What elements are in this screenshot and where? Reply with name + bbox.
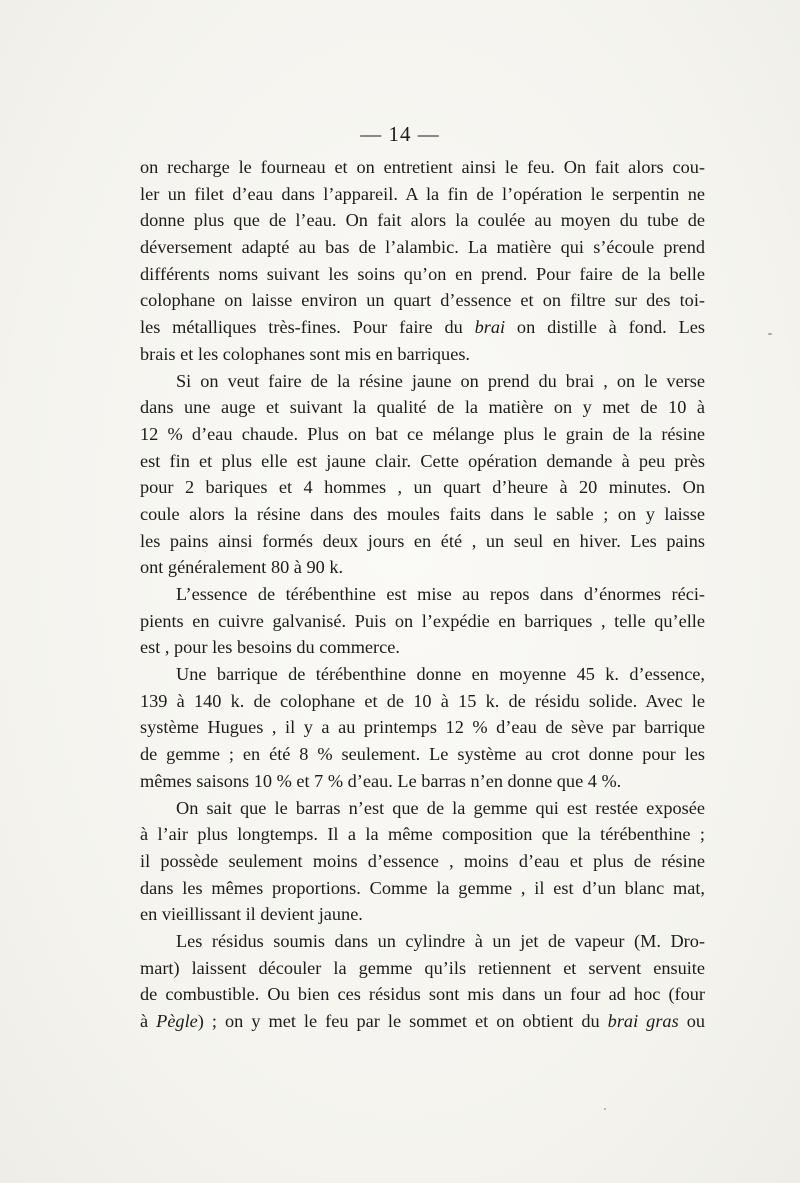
- text-run: 139 à 140 k. de colophane et de 10 à 15 k. de résidu solide. Avec le: [140, 690, 705, 711]
- text-line: [140, 501, 705, 528]
- text-run: les pains ainsi formés deux jours en été , un seul en hiver. Les pains: [140, 530, 705, 551]
- text-run: système Hugues , il y a au printemps 12 % d’eau de sève par barrique: [140, 717, 705, 738]
- text-line: [140, 421, 705, 448]
- text-run: on distille à fond. Les: [505, 317, 705, 338]
- text-line: [140, 741, 705, 768]
- text-run: déversement adapté au bas de l’alambic. La matière qui s’écoule prend: [140, 237, 705, 258]
- paper-speck: [768, 333, 772, 335]
- text-line: [140, 661, 705, 688]
- text-line: [140, 634, 705, 661]
- body-text: [140, 154, 705, 1035]
- text-line: [140, 714, 705, 741]
- text-line: [140, 821, 705, 848]
- text-line: [140, 608, 705, 635]
- text-line: [140, 554, 705, 581]
- text-run: 12 % d’eau chaude. Plus on bat ce mélange plus le grain de la résine: [140, 423, 705, 444]
- text-run: de combustible. Ou bien ces résidus sont mis dans un four ad hoc (four: [140, 984, 705, 1005]
- text-run: coule alors la résine dans des moules faits dans le sable ; on y laisse: [140, 503, 705, 524]
- text-run: ou: [678, 1011, 705, 1031]
- text-line: [140, 581, 705, 608]
- text-line: [140, 474, 705, 501]
- text-line: [140, 901, 705, 928]
- text-run: il possède seulement moins d’essence , moins d’eau et plus de résine: [140, 850, 705, 871]
- text-run: ler un filet d’eau dans l’appareil. A la fin de l’opération le serpentin ne: [140, 183, 705, 204]
- text-line: [140, 795, 705, 822]
- text-run: brais et les colophanes sont mis en barriques.: [140, 343, 470, 364]
- page-number: — 14 —: [360, 122, 440, 146]
- text-run: dans une auge et suivant la qualité de la matière on y met de 10 à: [140, 397, 705, 418]
- text-line: [140, 448, 705, 475]
- text-line: [140, 368, 705, 395]
- text-run: différents noms suivant les soins qu’on en prend. Pour faire de la belle: [140, 263, 705, 284]
- text-line: [140, 181, 705, 208]
- text-run: à l’air plus longtemps. Il a la même composition que la térébenthine ;: [140, 824, 705, 845]
- italic-text: brai gras: [607, 1011, 679, 1031]
- paper-speck: [604, 1108, 606, 1110]
- text-run: Si on veut faire de la résine jaune on prend du brai , on le verse: [176, 370, 705, 391]
- text-line: [140, 154, 705, 181]
- text-line: [140, 688, 705, 715]
- text-run: à: [140, 1011, 157, 1031]
- text-line: [140, 848, 705, 875]
- text-run: L’essence de térébenthine est mise au repos dans d’énormes réci-: [176, 584, 705, 604]
- text-run: est fin et plus elle est jaune clair. Cette opération demande à peu près: [140, 450, 705, 471]
- text-line: [140, 207, 705, 234]
- text-run: donne plus que de l’eau. On fait alors la coulée au moyen du tube de: [140, 210, 705, 231]
- text-line: [140, 981, 705, 1008]
- text-run: en vieillissant il devient jaune.: [140, 904, 363, 925]
- text-run: dans les mêmes proportions. Comme la gemme , il est d’un blanc mat,: [140, 877, 705, 898]
- text-line: [140, 394, 705, 421]
- text-line: [140, 768, 705, 795]
- text-line: [140, 1008, 705, 1035]
- text-run: Une barrique de térébenthine donne en moyenne 45 k. d’essence,: [176, 664, 705, 685]
- text-run: colophane on laisse environ un quart d’essence et on filtre sur des toi-: [140, 290, 705, 311]
- text-run: pients en cuivre galvanisé. Puis on l’expédie en barriques , telle qu’elle: [140, 610, 705, 631]
- italic-text: Pègle: [156, 1011, 198, 1031]
- text-run: Les résidus soumis dans un cylindre à un jet de vapeur (M. Dro-: [176, 930, 705, 951]
- text-line: [140, 287, 705, 314]
- text-run: est , pour les besoins du commerce.: [140, 637, 400, 658]
- text-line: [140, 528, 705, 555]
- text-line: [140, 234, 705, 261]
- text-run: pour 2 bariques et 4 hommes , un quart d’heure à 20 minutes. On: [140, 477, 705, 498]
- text-run: on recharge le fourneau et on entretient ainsi le feu. On fait alors cou-: [140, 157, 705, 177]
- text-line: [140, 928, 705, 955]
- text-run: mart) laissent découler la gemme qu’ils retiennent et servent ensuite: [140, 957, 705, 978]
- text-line: [140, 314, 705, 341]
- text-run: mêmes saisons 10 % et 7 % d’eau. Le barras n’en donne que 4 %.: [140, 770, 622, 791]
- text-line: [140, 875, 705, 902]
- text-run: ) ; on y met le feu par le sommet et on obtient du: [197, 1011, 608, 1031]
- text-run: On sait que le barras n’est que de la gemme qui est restée exposée: [176, 797, 705, 818]
- italic-text: brai: [474, 317, 506, 338]
- text-line: [140, 261, 705, 288]
- text-line: [140, 341, 705, 368]
- text-run: les métalliques très-fines. Pour faire du: [140, 317, 475, 338]
- text-run: ont généralement 80 à 90 k.: [140, 557, 344, 578]
- text-line: [140, 955, 705, 982]
- text-run: de gemme ; en été 8 % seulement. Le système au crot donne pour les: [140, 744, 705, 765]
